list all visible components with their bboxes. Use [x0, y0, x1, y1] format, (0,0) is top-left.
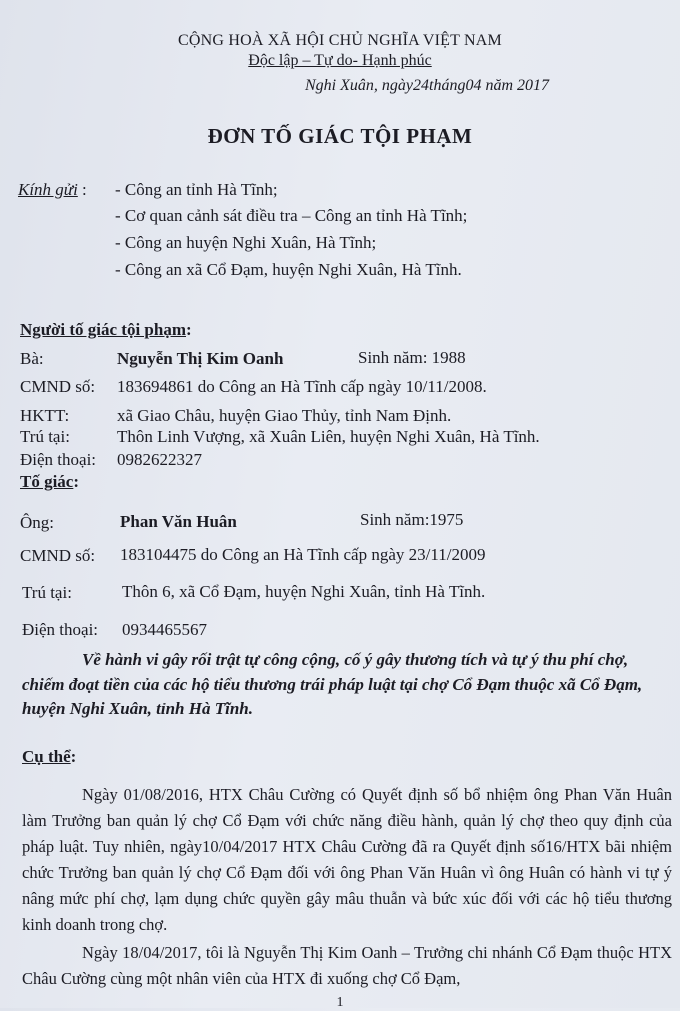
complainant-residence-label: Trú tại: — [20, 427, 70, 446]
recipient-item: - Công an huyện Nghi Xuân, Hà Tĩnh; — [115, 233, 377, 252]
accused-id-value: 183104475 do Công an Hà Tĩnh cấp ngày 23/11/2009 — [120, 545, 486, 564]
complainant-phone-value: 0982622327 — [117, 450, 202, 469]
complainant-hktt-label: HKTT: — [20, 406, 70, 425]
complainant-birth: Sinh năm: 1988 — [358, 348, 466, 367]
details-heading-colon: : — [70, 747, 77, 766]
complainant-id-label: CMND số: — [20, 377, 96, 396]
recipient-item: - Công an xã Cổ Đạm, huyện Nghi Xuân, Hà Tĩnh. — [115, 260, 462, 279]
accused-residence-value: Thôn 6, xã Cổ Đạm, huyện Nghi Xuân, tỉnh Hà Tĩnh. — [122, 582, 486, 601]
details-paragraph-2: Ngày 18/04/2017, tôi là Nguyễn Thị Kim Oanh – Trưởng chi nhánh Cổ Đạm thuộc HTX Châu Cường cùng một nhân viên của HTX đi xuống chợ Cổ Đạm, — [22, 943, 672, 988]
accused-heading — [20, 472, 79, 492]
page-number: 1 — [336, 995, 344, 1010]
recipients-colon: : — [82, 180, 87, 199]
accused-residence-label: Trú tại: — [22, 583, 72, 602]
accused-name: Phan Văn Huân — [120, 512, 237, 531]
details-paragraph-1: Ngày 01/08/2016, HTX Châu Cường có Quyết định số bổ nhiệm ông Phan Văn Huân làm Trưởng ban quản lý chợ Cổ Đạm với chức năng điều hành, quản lý chợ theo quy định của pháp luật. Tuy nhiên, ngày10/04/2017 HTX Châu Cường đã ra Quyết định số16/HTX bãi nhiệm chức Trưởng ban quản lý chợ Cổ Đạm đối với ông Phan Văn Huân vì ông Huân có hành vi tự ý nâng mức phí chợ, lạm dụng chức quyền gây mâu thuẫn và bức xúc đối với các hộ tiểu thương kinh doanh trong chợ. — [22, 785, 672, 934]
complainant-residence-value: Thôn Linh Vượng, xã Xuân Liên, huyện Nghi Xuân, Hà Tĩnh. — [117, 427, 540, 446]
complainant-heading-colon: : — [186, 320, 192, 339]
complainant-title-label: Bà: — [20, 349, 44, 368]
complainant-phone-label: Điện thoại: — [20, 450, 97, 469]
complainant-heading-text: Người tố giác tội phạm — [20, 320, 186, 339]
complainant-id-value: 183694861 do Công an Hà Tĩnh cấp ngày 10/11/2008. — [117, 377, 487, 396]
recipient-item: - Cơ quan cảnh sát điều tra – Công an tỉnh Hà Tĩnh; — [115, 206, 468, 225]
accusation-paragraph: Về hành vi gây rối trật tự công cộng, cố ý gây thương tích và tự ý thu phí chợ, chiếm đoạt tiền của các hộ tiểu thương trái pháp luật tại chợ Cổ Đạm thuộc xã Cổ Đạm, huyện Nghi Xuân, tỉnh Hà Tĩnh. — [22, 650, 643, 718]
details-heading-text: Cụ thể — [22, 747, 71, 766]
national-title: CỘNG HOÀ XÃ HỘI CHỦ NGHĨA VIỆT NAM — [178, 32, 502, 49]
accused-id-label: CMND số: — [20, 546, 96, 565]
date-line: Nghi Xuân, ngày24tháng04 năm 2017 — [305, 77, 549, 94]
complainant-hktt-value: xã Giao Châu, huyện Giao Thủy, tỉnh Nam Định. — [117, 406, 452, 425]
complainant-heading — [20, 320, 192, 340]
accused-heading-colon: : — [73, 472, 80, 491]
accused-birth: Sinh năm:1975 — [360, 510, 464, 529]
document-title: ĐƠN TỐ GIÁC TỘI PHẠM — [207, 124, 473, 148]
motto-text: Độc lập – Tự do- Hạnh phúc — [248, 52, 432, 69]
recipient-item: - Công an tỉnh Hà Tĩnh; — [115, 180, 278, 199]
details-heading — [22, 747, 76, 767]
accused-heading-text: Tố giác — [20, 472, 74, 491]
accused-title-label: Ông: — [20, 513, 54, 532]
recipients-label: Kính gửi — [18, 180, 78, 199]
accused-phone-label: Điện thoại: — [22, 620, 99, 639]
accused-phone-value: 0934465567 — [122, 620, 207, 639]
complainant-name: Nguyễn Thị Kim Oanh — [117, 349, 284, 368]
national-motto — [0, 52, 680, 70]
